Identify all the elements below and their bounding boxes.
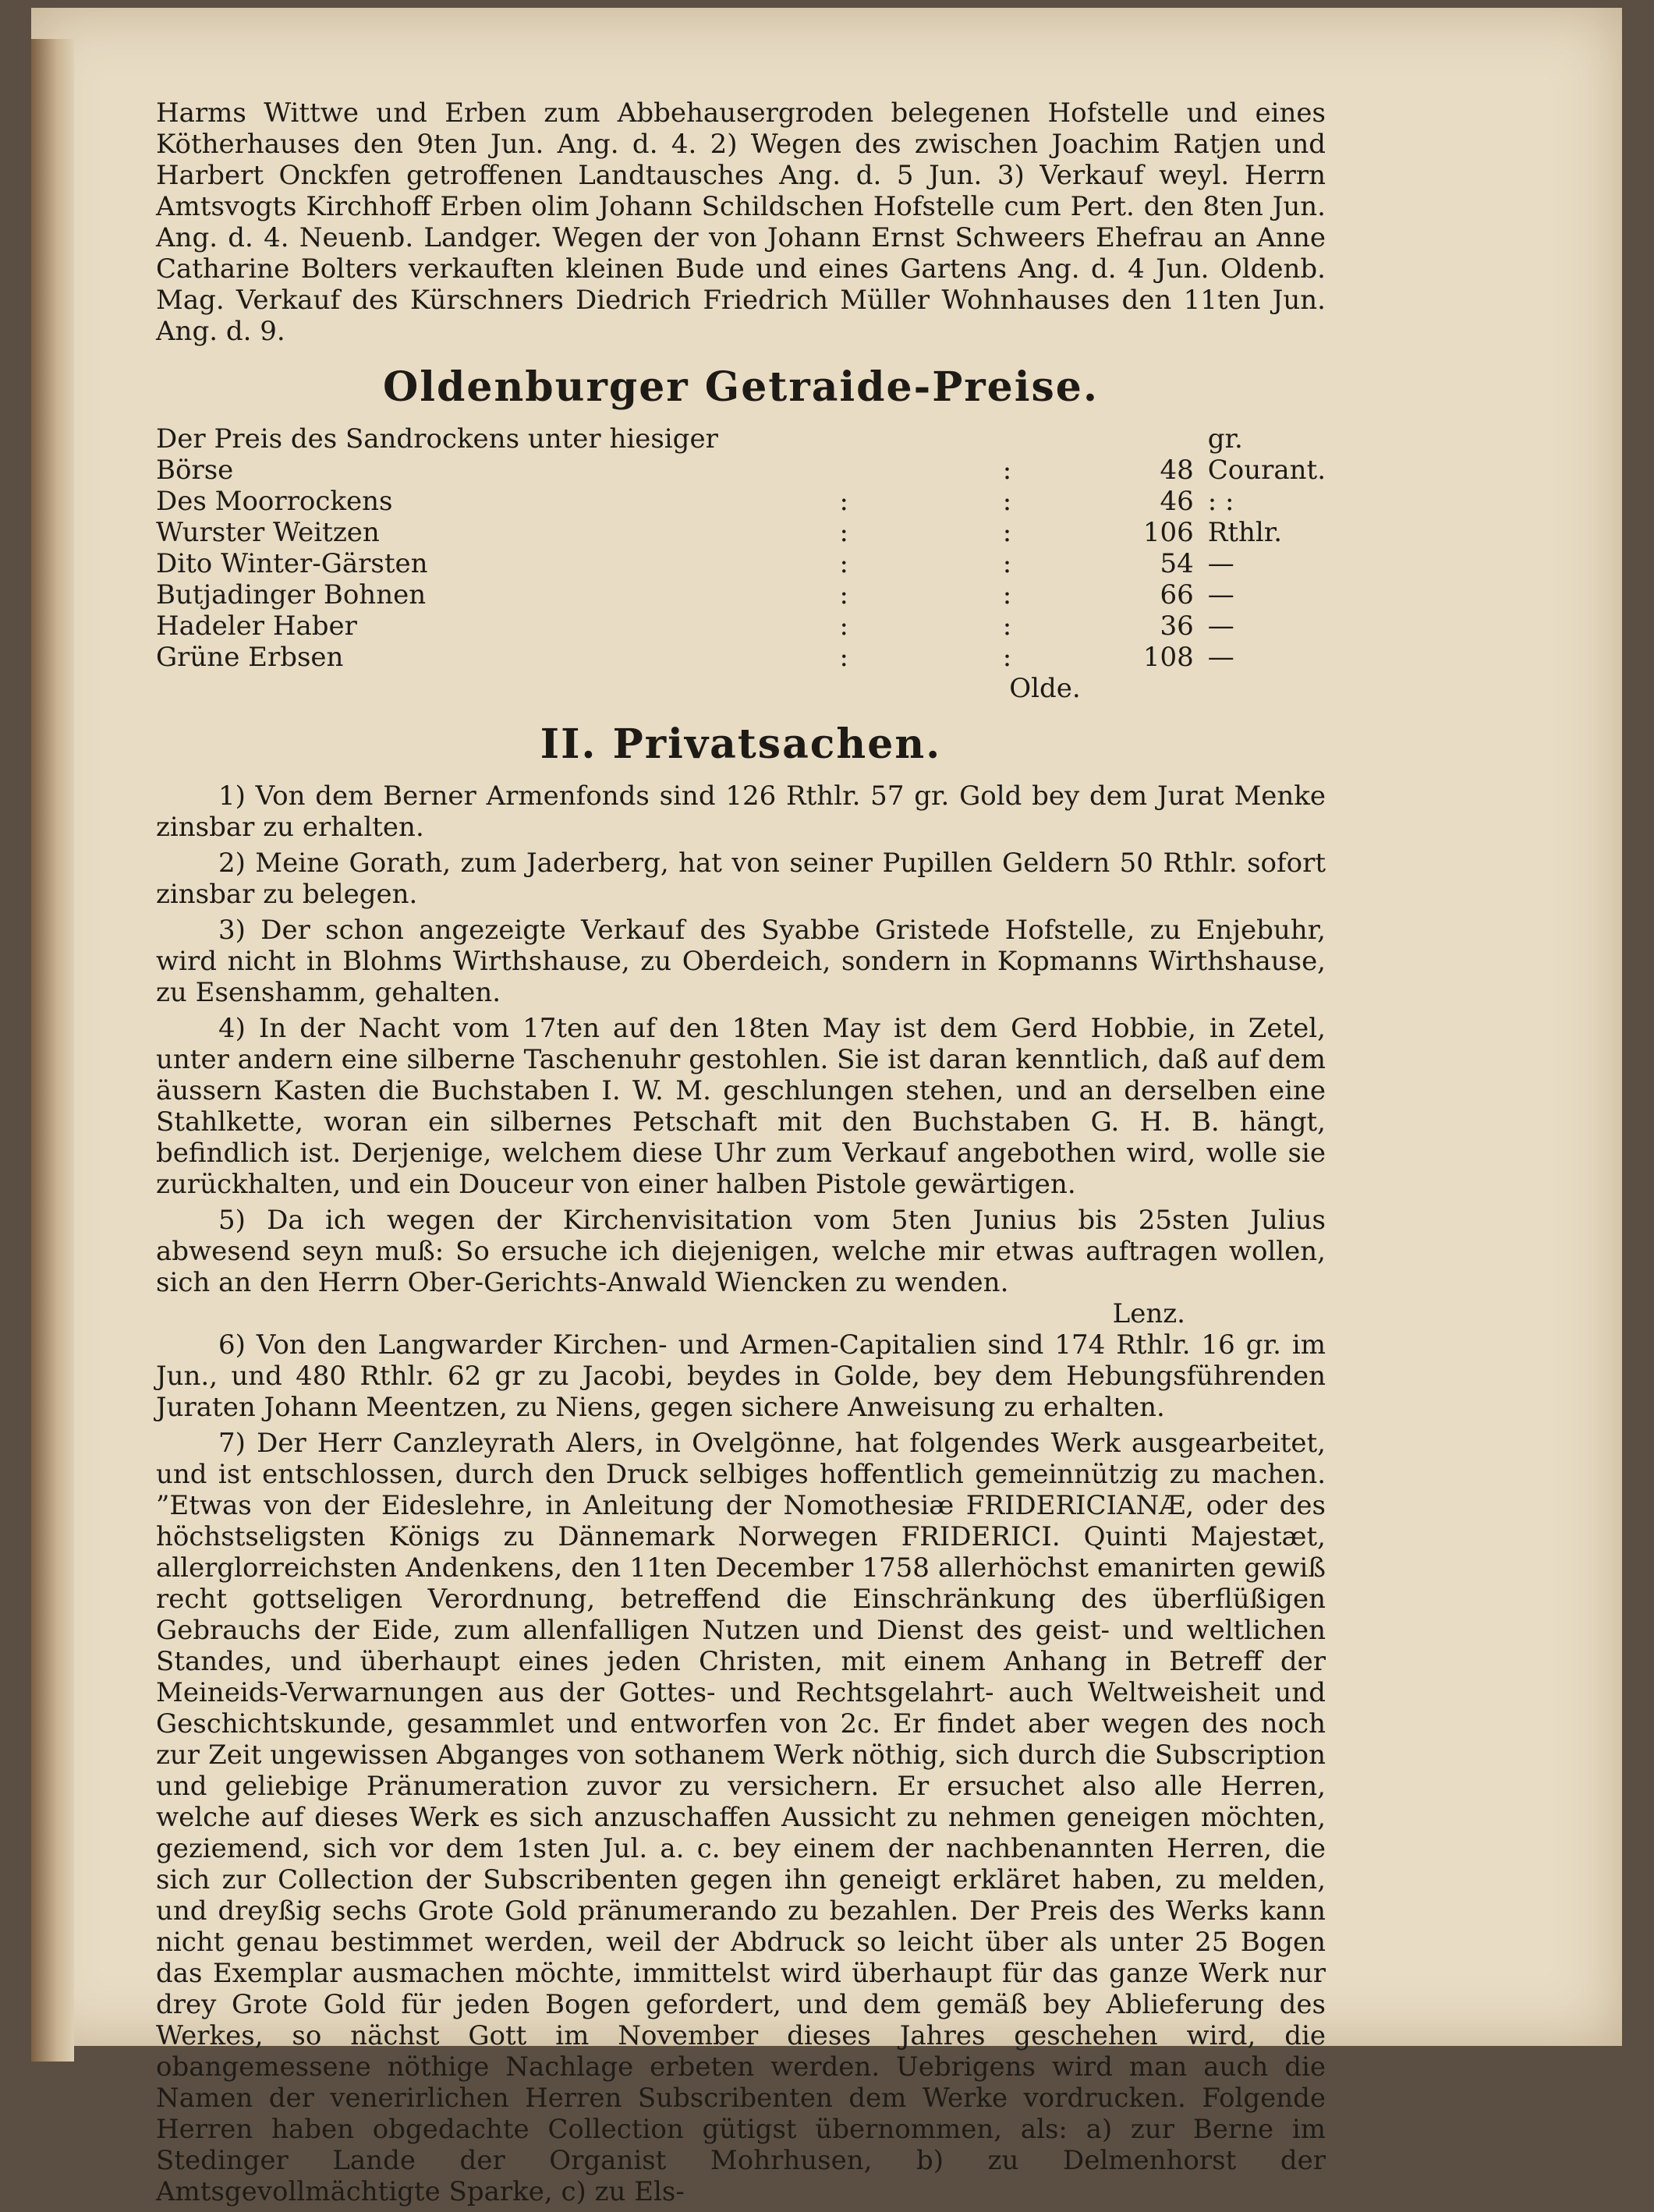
price-table <box>156 423 1326 673</box>
price-value: 46 <box>1160 486 1194 517</box>
book-spine <box>31 39 74 2062</box>
price-unit: — <box>1207 611 1234 642</box>
price-row <box>156 423 1326 486</box>
page-content <box>156 97 1326 2212</box>
price-mark: : <box>839 548 848 579</box>
price-value: 106 <box>1142 517 1194 548</box>
price-mark: : <box>1002 455 1012 486</box>
notes-list <box>156 780 1326 2207</box>
signature: Lenz. <box>1112 1298 1185 1329</box>
note-paragraph: 2) Meine Gorath, zum Jaderberg, hat von seiner Pupillen Geldern 50 Rthlr. sofort zinsbar zu belegen. <box>156 848 1326 910</box>
price-mark: : <box>1002 611 1012 642</box>
price-mark: : <box>839 579 848 611</box>
price-mark: : <box>1002 642 1012 673</box>
price-row <box>156 517 1326 548</box>
price-item: Der Preis des Sandrockens unter hiesiger Börse <box>156 423 718 486</box>
price-mark: : <box>839 642 848 673</box>
price-unit: — <box>1207 548 1234 579</box>
price-mark: : <box>1002 486 1012 517</box>
price-row <box>156 486 1326 517</box>
note-paragraph: 4) In der Nacht vom 17ten auf den 18ten May ist dem Gerd Hobbie, in Zetel, unter andern eine silberne Taschenuhr gestohlen. Sie ist daran kenntlich, daß auf dem äussern Kasten die Buchstaben I. W. M. geschlungen stehen, und an derselben eine Stahlkette, woran ein silbernes Petschaft mit den Buchstaben G. H. B. hängt, befindlich ist. Derjenige, welchem diese Uhr zum Verkauf angebothen wird, wolle sie zurückhalten, und ein Douceur von einer halben Pistole gewärtigen. <box>156 1013 1326 1200</box>
price-value: 54 <box>1160 548 1194 579</box>
price-mark <box>763 423 926 486</box>
price-mark: : <box>1002 548 1012 579</box>
page <box>31 8 1622 2207</box>
prices-heading: Oldenburger Getraide-Preise. <box>383 363 1099 411</box>
price-item: Wurster Weitzen <box>156 517 380 548</box>
price-unit: Rthlr. <box>1207 517 1283 548</box>
note-paragraph: 1) Von dem Berner Armenfonds sind 126 Rthlr. 57 gr. Gold bey dem Jurat Menke zinsbar zu erhalten. <box>156 780 1326 843</box>
price-value: 48 <box>1160 455 1194 486</box>
prices-footer: Olde. <box>1009 673 1081 704</box>
price-unit: gr. Courant. <box>1207 423 1326 486</box>
price-mark: : <box>1002 579 1012 611</box>
price-row <box>156 548 1326 579</box>
price-row <box>156 579 1326 611</box>
price-item: Hadeler Haber <box>156 611 357 642</box>
price-unit: : : <box>1207 486 1234 517</box>
price-mark: : <box>1002 517 1012 548</box>
note-paragraph: 5) Da ich wegen der Kirchenvisitation vom 5ten Junius bis 25sten Julius abwesend seyn muß: So ersuche ich diejenigen, welche mir etwas auftragen wollen, sich an den Herrn Ober-Gerichts-Anwald Wiencken zu wenden. <box>156 1205 1326 1298</box>
price-mark: : <box>839 517 848 548</box>
note-paragraph: 6) Von den Langwarder Kirchen- und Armen-Capitalien sind 174 Rthlr. 16 gr. im Jun., und 480 Rthlr. 62 gr zu Jacobi, beydes in Golde, bey dem Hebungsführenden Juraten Johann Meentzen, zu Niens, gegen sichere Anweisung zu erhalten. <box>156 1329 1326 1423</box>
price-item: Dito Winter-Gärsten <box>156 548 428 579</box>
price-item: Grüne Erbsen <box>156 642 344 673</box>
note-paragraph: 7) Der Herr Canzleyrath Alers, in Ovelgönne, hat folgendes Werk ausgearbeitet, und ist entschlossen, durch den Druck selbiges hoffentlich gemeinnützig zu machen. ”Etwas von der Eideslehre, in Anleitung der Nomothesiæ FRIDERICIANÆ, oder des höchstseligsten Königs zu Dännemark Norwegen FRIDERICI. Quinti Majestæt, allerglorreichsten Andenkens, den 11ten December 1758 allerhöchst emanirten gewiß recht gottseligen Verordnung, betreffend die Einschränkung des überflüßigen Gebrauchs der Eide, zum allenfalligen Nutzen und Dienst des geist- und weltlichen Standes, und überhaupt eines jeden Christen, mit einem Anhang in Betreff der Meineids-Verwarnungen aus der Gottes- und Rechtsgelahrt- auch Weltweisheit und Geschichtskunde, gesammlet und entworfen von 2c. Er findet aber wegen des noch zur Zeit ungewissen Abganges von sothanem Werk nöthig, sich durch die Subscription und geliebige Pränumeration zuvor zu versichern. Er ersuchet also alle Herren, welche auf dieses Werk es sich anzuschaffen Aussicht zu nehmen geneigen möchten, geziemend, sich vor dem 1sten Jul. a. c. bey einem der nachbenannten Herren, die sich zur Collection der Subscribenten gegen ihn geneigt erkläret haben, zu melden, und dreyßig sechs Grote Gold pränumerando zu bezahlen. Der Preis des Werks kann nicht genau bestimmet werden, weil der Abdruck so leicht über als unter 25 Bogen das Exemplar ausmachen möchte, immittelst wird überhaupt für das ganze Werk nur drey Grote Gold für jeden Bogen gefordert, und dem gemäß bey Ablieferung des Werkes, so nächst Gott im November dieses Jahres geschehen wird, die obangemessene nöthige Nachlage erbeten werden. Uebrigens wird man auch die Namen der venerirlichen Herren Subscribenten dem Werke vordrucken. Folgende Herren haben obgedachte Collection gütigst übernommen, als: a) zur Berne im Stedinger Lande der Organist Mohrhusen, b) zu Delmenhorst der Amtsgevollmächtigte Sparke, c) zu Els- <box>156 1428 1326 2207</box>
price-row <box>156 611 1326 642</box>
price-item: Butjadinger Bohnen <box>156 579 427 611</box>
price-value: 66 <box>1160 579 1194 611</box>
price-mark: : <box>839 486 848 517</box>
price-value: 36 <box>1160 611 1194 642</box>
price-row <box>156 642 1326 673</box>
price-value: 108 <box>1142 642 1194 673</box>
price-mark: : <box>839 611 848 642</box>
price-unit: — <box>1207 579 1234 611</box>
price-item: Des Moorrockens <box>156 486 393 517</box>
note-paragraph: 3) Der schon angezeigte Verkauf des Syabbe Gristede Hofstelle, zu Enjebuhr, wird nicht in Blohms Wirthshause, zu Oberdeich, sondern in Kopmanns Wirthshause, zu Esenshamm, gehalten. <box>156 915 1326 1008</box>
section-heading: II. Privatsachen. <box>540 720 942 768</box>
price-unit: — <box>1207 642 1234 673</box>
intro-paragraph: Harms Wittwe und Erben zum Abbehausergroden belegenen Hofstelle und eines Kötherhauses den 9ten Jun. Ang. d. 4. 2) Wegen des zwischen Joachim Ratjen und Harbert Onckfen getroffenen Landtausches Ang. d. 5 Jun. 3) Verkauf weyl. Herrn Amtsvogts Kirchhoff Erben olim Johann Schildschen Hofstelle cum Pert. den 8ten Jun. Ang. d. 4. Neuenb. Landger. Wegen der von Johann Ernst Schweers Ehefrau an Anne Catharine Bolters verkauften kleinen Bude und eines Gartens Ang. d. 4 Jun. Oldenb. Mag. Verkauf des Kürschners Diedrich Friedrich Müller Wohnhauses den 11ten Jun. Ang. d. 9. <box>156 97 1326 347</box>
